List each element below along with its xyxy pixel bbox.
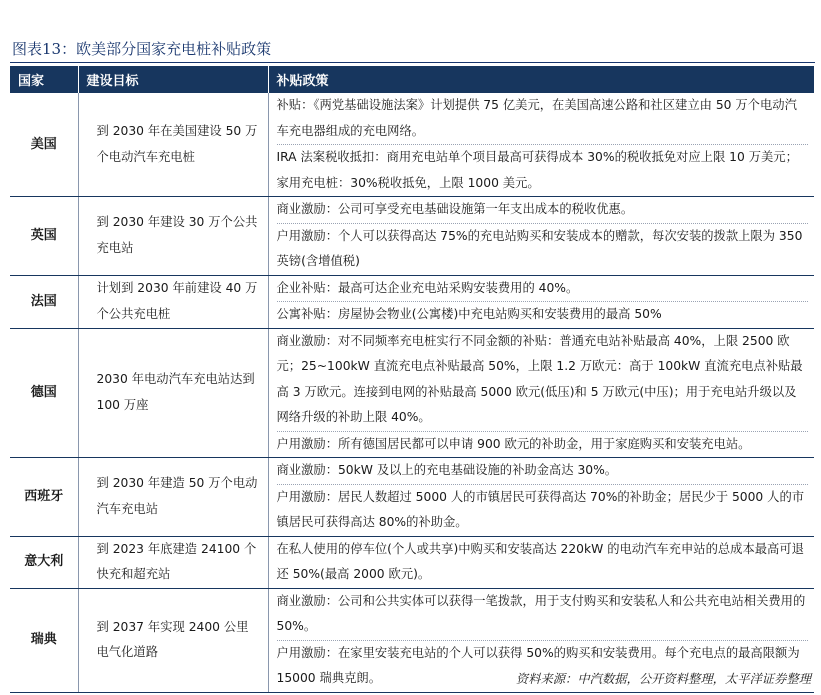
policy-line: 商业激励：公司可享受充电基础设施第一年支出成本的税收优惠。 (276, 202, 634, 216)
policy-line: 户用激励：所有德国居民都可以申请 900 欧元的补助金，用于家庭购买和安装充电站。 (277, 431, 809, 458)
goal-cell: 到 2030 年建造 50 万个电动汽车充电站 (78, 458, 268, 537)
subsidy-policy-table (10, 66, 814, 693)
country-cell: 美国 (10, 93, 78, 197)
title-rule (10, 62, 815, 63)
policy-cell (268, 328, 814, 458)
goal-cell: 到 2030 年建设 30 万个公共充电站 (78, 197, 268, 276)
policy-line: 公寓补贴：房屋协会物业(公寓楼)中充电站购买和安装费用的最高 50% (277, 301, 809, 328)
policy-line: IRA 法案税收抵扣：商用充电站单个项目最高可获得成本 30%的税收抵免对应上限 10 万美元；家用充电桩：30%税收抵免，上限 1000 美元。 (277, 144, 809, 196)
policy-line: 户用激励：居民人数超过 5000 人的市镇居民可获得高达 70%的补助金；居民少于 5000 人的市镇居民可获得高达 80%的补助金。 (277, 484, 809, 536)
country-cell: 法国 (10, 275, 78, 328)
goal-cell: 计划到 2030 年前建设 40 万个公共充电桩 (78, 275, 268, 328)
table-row-germany (10, 328, 814, 458)
goal-cell: 2030 年电动汽车充电站达到 100 万座 (78, 328, 268, 458)
header-policy: 补贴政策 (268, 66, 814, 93)
goal-cell: 到 2030 年在美国建设 50 万个电动汽车充电桩 (78, 93, 268, 197)
policy-line: 企业补贴：最高可达企业充电站采购安装费用的 40%。 (276, 280, 579, 295)
table-header-row (10, 66, 814, 93)
country-cell: 西班牙 (10, 458, 78, 537)
policy-line: 商业激励：公司和公共实体可以获得一笔拨款，用于支付购买和安装私人和公共充电站相关费用的 50%。 (276, 593, 806, 633)
country-cell: 意大利 (10, 536, 78, 588)
policy-line: 户用激励：个人可以获得高达 75%的充电站购买和安装成本的赠款，每次安装的拨款上限为 350 英镑(含增值税) (277, 223, 809, 275)
country-cell: 英国 (10, 197, 78, 276)
figure-title: 图表13：欧美部分国家充电桩补贴政策 (12, 40, 272, 58)
header-country: 国家 (10, 66, 78, 93)
goal-cell: 到 2023 年底建造 24100 个快充和超充站 (78, 536, 268, 588)
country-cell: 瑞典 (10, 588, 78, 692)
policy-cell (268, 536, 814, 588)
goal-cell: 到 2037 年实现 2400 公里电气化道路 (78, 588, 268, 692)
header-goal: 建设目标 (78, 66, 268, 93)
policy-cell (268, 458, 814, 537)
policy-cell (268, 197, 814, 276)
policy-cell (268, 275, 814, 328)
table-row-usa (10, 93, 814, 197)
source-note: 资料来源：中汽数据，公开资料整理，太平洋证券整理 (515, 672, 811, 686)
table-row-uk (10, 197, 814, 276)
policy-line: 商业激励：对不同频率充电桩实行不同金额的补贴：普通充电站补贴最高 40%，上限 2500 欧元；25~100kW 直流充电点补贴最高 50%，上限 1.2 万欧元：高于 100kW 直流充电点补贴最高 3 万欧元。连接到电网的补贴最高 5000 欧元(低压)和 5 万欧元(中压)；用于充电站升级以及网络升级的补助上限 40%。 (276, 333, 803, 424)
table-row-italy (10, 536, 814, 588)
table-row-spain (10, 458, 814, 537)
policy-line: 户用激励：在家里安装充电站的个人可以获得 50%的购买和安装费用。每个充电点的最高限额为 15000 瑞典克朗。 (277, 640, 809, 692)
policy-cell (268, 93, 814, 197)
policy-line: 在私人使用的停车位(个人或共享)中购买和安装高达 220kW 的电动汽车充申站的总成本最高可退还 50%(最高 2000 欧元)。 (276, 541, 804, 581)
policy-line: 补贴：《两党基础设施法案》计划提供 75 亿美元，在美国高速公路和社区建立由 50 万个电动汽车充电器组成的充电网络。 (276, 98, 797, 138)
table-row-france (10, 275, 814, 328)
policy-line: 商业激励：50kW 及以上的充电基础设施的补助金高达 30%。 (276, 463, 618, 477)
country-cell: 德国 (10, 328, 78, 458)
